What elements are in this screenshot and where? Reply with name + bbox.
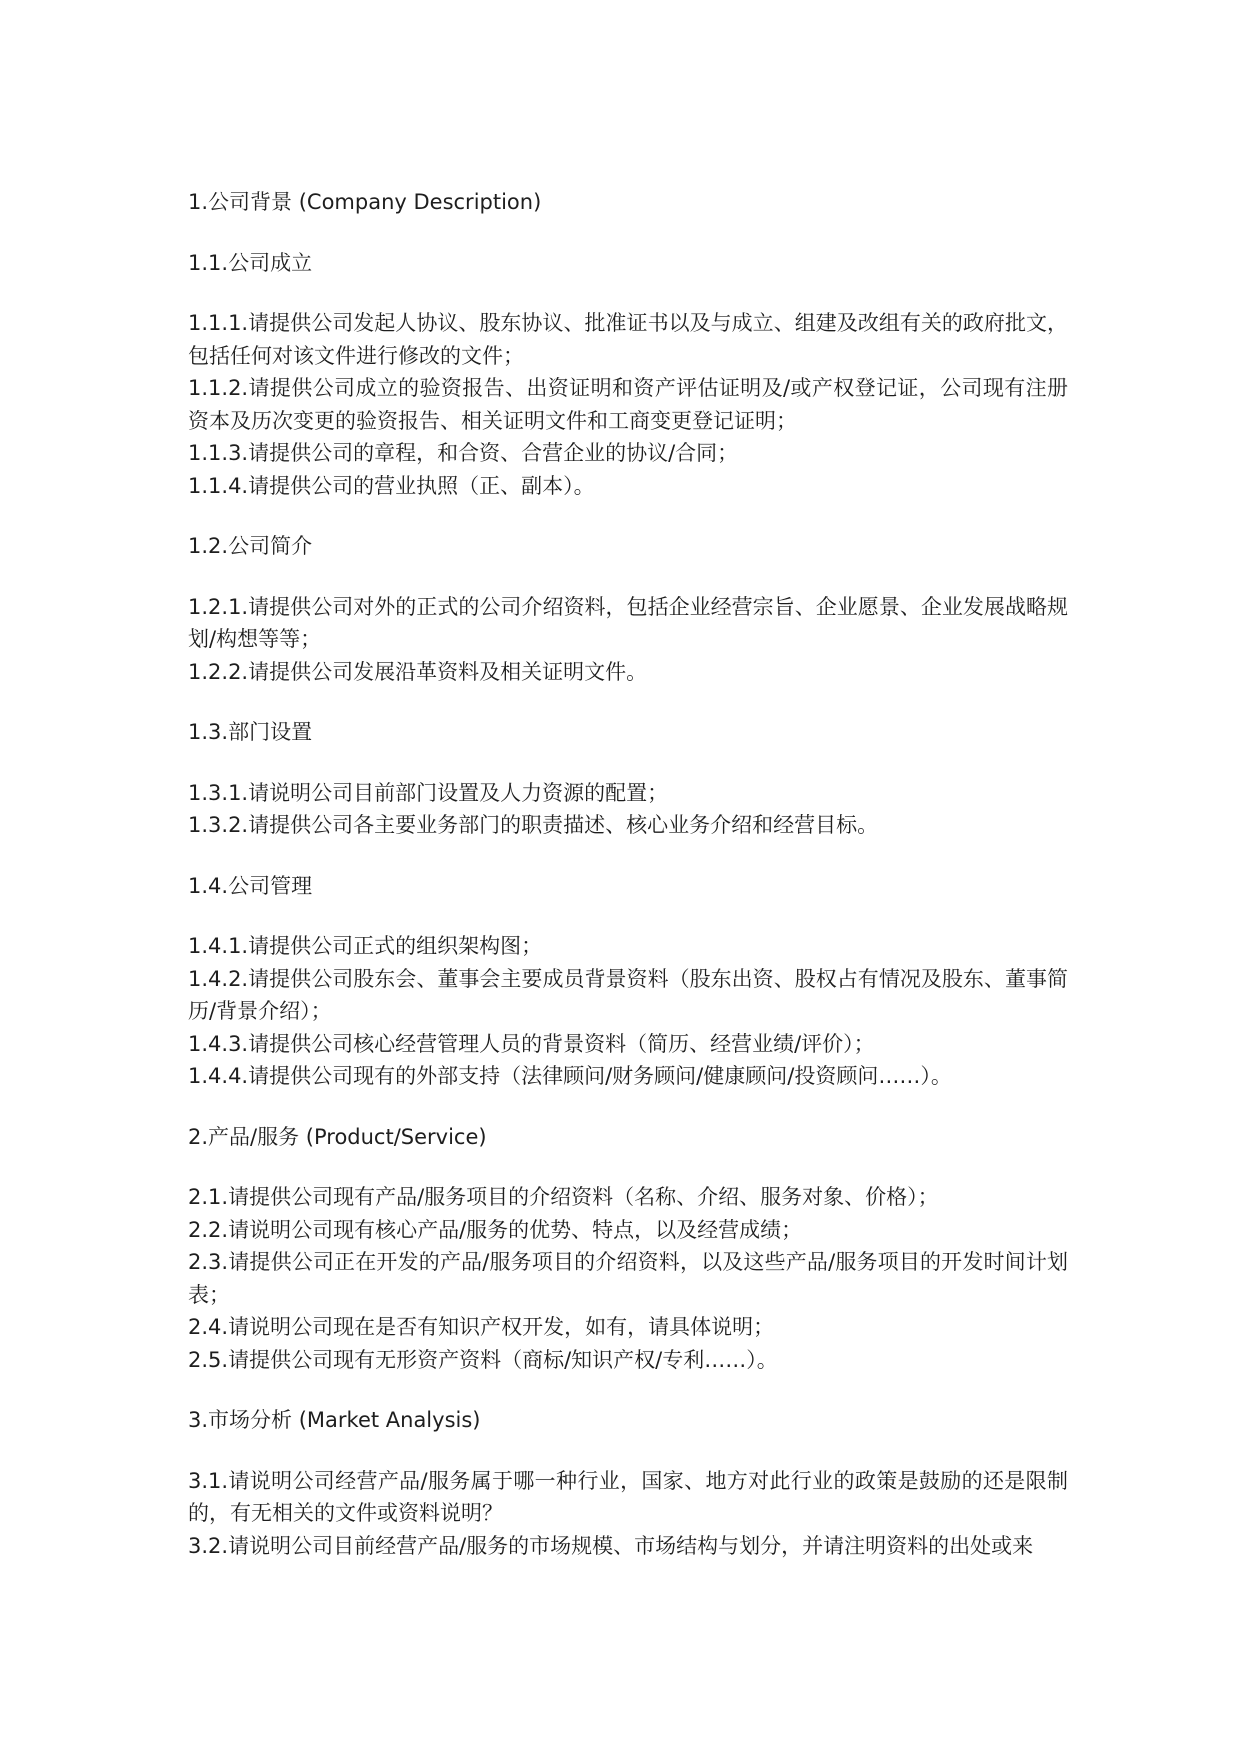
list-item: 1.1.3.请提供公司的章程，和合资、合营企业的协议/合同； (188, 441, 739, 465)
list-item: 1.3.2.请提供公司各主要业务部门的职责描述、核心业务介绍和经营目标。 (188, 813, 879, 837)
list-item: 2.1.请提供公司现有产品/服务项目的介绍资料（名称、介绍、服务对象、价格）； (188, 1185, 939, 1209)
section-heading-company-profile: 1.2.公司简介 (188, 534, 313, 558)
item-list-market-analysis (188, 1465, 1068, 1563)
list-item: 1.1.1.请提供公司发起人协议、股东协议、批准证书以及与成立、组建及改组有关的政府批文，包括任何对该文件进行修改的文件； (188, 311, 1068, 368)
section-heading-company-establishment: 1.1.公司成立 (188, 250, 313, 275)
section-heading-company-management: 1.4.公司管理 (188, 873, 313, 898)
list-item: 2.5.请提供公司现有无形资产资料（商标/知识产权/专利……）。 (188, 1347, 778, 1372)
section-heading-departments: 1.3.部门设置 (188, 720, 313, 744)
section-heading-market-analysis: 3.市场分析 (Market Analysis) (188, 1408, 481, 1432)
item-list-departments (188, 777, 1068, 842)
section-heading-company-description: 1.公司背景 (Company Description) (188, 190, 542, 214)
item-list-company-management (188, 930, 1068, 1093)
list-item: 1.3.1.请说明公司目前部门设置及人力资源的配置； (188, 780, 669, 805)
list-item: 3.1.请说明公司经营产品/服务属于哪一种行业，国家、地方对此行业的政策是鼓励的还是限制的，有无相关的文件或资料说明？ (188, 1468, 1068, 1525)
list-item: 1.4.4.请提供公司现有的外部支持（法律顾问/财务顾问/健康顾问/投资顾问……）。 (188, 1064, 952, 1088)
list-item: 1.1.2.请提供公司成立的验资报告、出资证明和资产评估证明及/或产权登记证，公司现有注册资本及历次变更的验资报告、相关证明文件和工商变更登记证明； (188, 376, 1068, 433)
list-item: 2.4.请说明公司现在是否有知识产权开发，如有，请具体说明； (188, 1315, 775, 1339)
list-item: 1.4.3.请提供公司核心经营管理人员的背景资料（简历、经营业绩/评价）； (188, 1031, 875, 1056)
list-item: 1.4.2.请提供公司股东会、董事会主要成员背景资料（股东出资、股权占有情况及股东、董事简历/背景介绍）； (188, 966, 1068, 1023)
list-item: 1.1.4.请提供公司的营业执照（正、副本）。 (188, 473, 595, 498)
list-item: 1.2.1.请提供公司对外的正式的公司介绍资料，包括企业经营宗旨、企业愿景、企业发展战略规划/构想等等； (188, 594, 1068, 651)
item-list-company-profile (188, 591, 1068, 689)
list-item: 1.2.2.请提供公司发展沿革资料及相关证明文件。 (188, 659, 648, 684)
item-list-company-establishment (188, 307, 1068, 502)
document-page (188, 186, 1068, 1590)
item-list-product-service (188, 1181, 1068, 1376)
list-item: 3.2.请说明公司目前经营产品/服务的市场规模、市场结构与划分，并请注明资料的出处或来 (188, 1533, 1034, 1558)
list-item: 2.2.请说明公司现有核心产品/服务的优势、特点，以及经营成绩； (188, 1217, 803, 1242)
list-item: 2.3.请提供公司正在开发的产品/服务项目的介绍资料，以及这些产品/服务项目的开发时间计划表； (188, 1250, 1068, 1307)
list-item: 1.4.1.请提供公司正式的组织架构图； (188, 934, 543, 958)
section-heading-product-service: 2.产品/服务 (Product/Service) (188, 1124, 487, 1149)
